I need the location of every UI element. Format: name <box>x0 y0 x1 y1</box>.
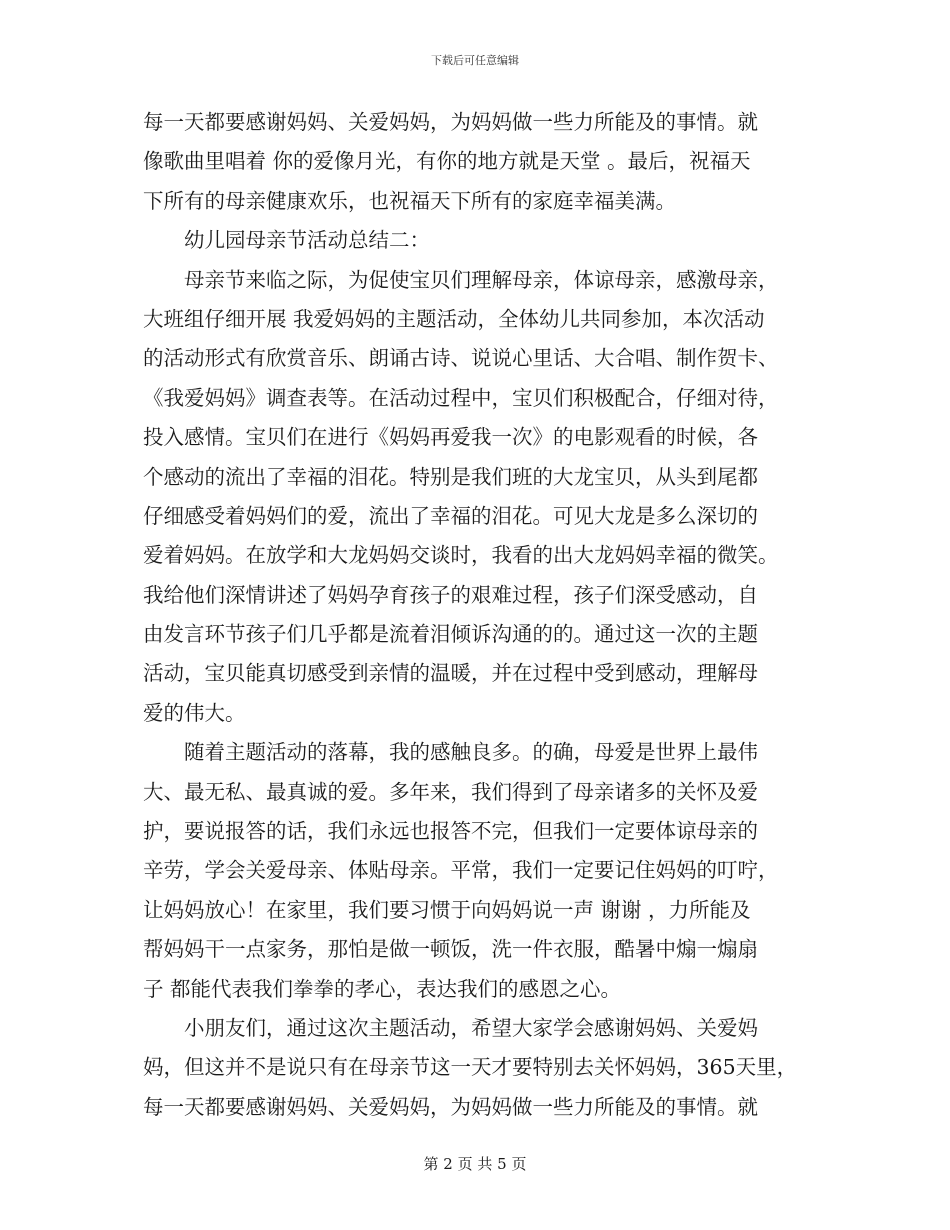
text-line: 我给他们深情讲述了妈妈孕育孩子的艰难过程，孩子们深受感动，自 <box>143 582 758 607</box>
page-number: 第 2 页 共 5 页 <box>423 1155 527 1173</box>
paragraph-start: 小朋友们，通过这次主题活动，希望大家学会感谢妈妈、关爱妈 <box>184 1015 758 1040</box>
text-line: 大班组仔细开展 我爱妈妈的主题活动，全体幼儿共同参加，本次活动 <box>143 306 765 331</box>
text-line: 子 都能代表我们拳拳的孝心，表达我们的感恩之心。 <box>143 976 622 1001</box>
paragraph-start: 母亲节来临之际，为促使宝贝们理解母亲，体谅母亲，感激母亲， <box>184 267 779 292</box>
text-line: 每一天都要感谢妈妈、关爱妈妈，为妈妈做一些力所能及的事情。就 <box>143 110 758 134</box>
text-line: 大、最无私、最真诚的爱。多年来，我们得到了母亲诸多的关怀及爱 <box>143 779 758 804</box>
page-header: 下载后可任意编辑 <box>431 54 519 67</box>
text-line: 每一天都要感谢妈妈、关爱妈妈，为妈妈做一些力所能及的事情。就 <box>143 1094 758 1119</box>
section-heading: 幼儿园母亲节活动总结二： <box>184 228 430 253</box>
text-line: 帮妈妈干一点家务，那怕是做一顿饭，洗一件衣服，酷暑中煽一煽扇 <box>143 937 758 962</box>
document-body <box>143 103 815 1127</box>
text-line: 活动，宝贝能真切感受到亲情的温暖，并在过程中受到感动，理解母 <box>143 661 758 686</box>
text-line: 的活动形式有欣赏音乐、朗诵古诗、说说心里话、大合唱、制作贺卡、 <box>143 346 779 371</box>
text-line: 妈，但这并不是说只有在母亲节这一天才要特别去关怀妈妈，365天里， <box>143 1055 798 1080</box>
text-line: 爱着妈妈。在放学和大龙妈妈交谈时，我看的出大龙妈妈幸福的微笑。 <box>143 543 779 568</box>
text-line: 辛劳，学会关爱母亲、体贴母亲。平常，我们一定要记住妈妈的叮咛， <box>143 858 779 883</box>
text-line: 投入感情。宝贝们在进行《妈妈再爱我一次》的电影观看的时候，各 <box>143 425 758 450</box>
text-line: 护，要说报答的话，我们永远也报答不完，但我们一定要体谅母亲的 <box>143 819 758 844</box>
text-line: 让妈妈放心！在家里，我们要习惯于向妈妈说一声 谢谢 ，力所能及 <box>143 897 751 922</box>
paragraph-start: 随着主题活动的落幕，我的感触良多。的确，母爱是世界上最伟 <box>184 740 758 765</box>
text-line: 由发言环节孩子们几乎都是流着泪倾诉沟通的的。通过这一次的主题 <box>143 622 758 647</box>
text-line: 《我爱妈妈》调查表等。在活动过程中，宝贝们积极配合，仔细对待， <box>143 385 779 410</box>
text-line: 下所有的母亲健康欢乐，也祝福天下所有的家庭幸福美满。 <box>143 188 676 213</box>
text-line: 个感动的流出了幸福的泪花。特别是我们班的大龙宝贝，从头到尾都 <box>143 464 758 489</box>
text-line: 爱的伟大。 <box>143 700 246 725</box>
text-line: 仔细感受着妈妈们的爱，流出了幸福的泪花。可见大龙是多么深切的 <box>143 503 758 528</box>
text-line: 像歌曲里唱着 你的爱像月光，有你的地方就是天堂 。最后，祝福天 <box>143 149 751 174</box>
